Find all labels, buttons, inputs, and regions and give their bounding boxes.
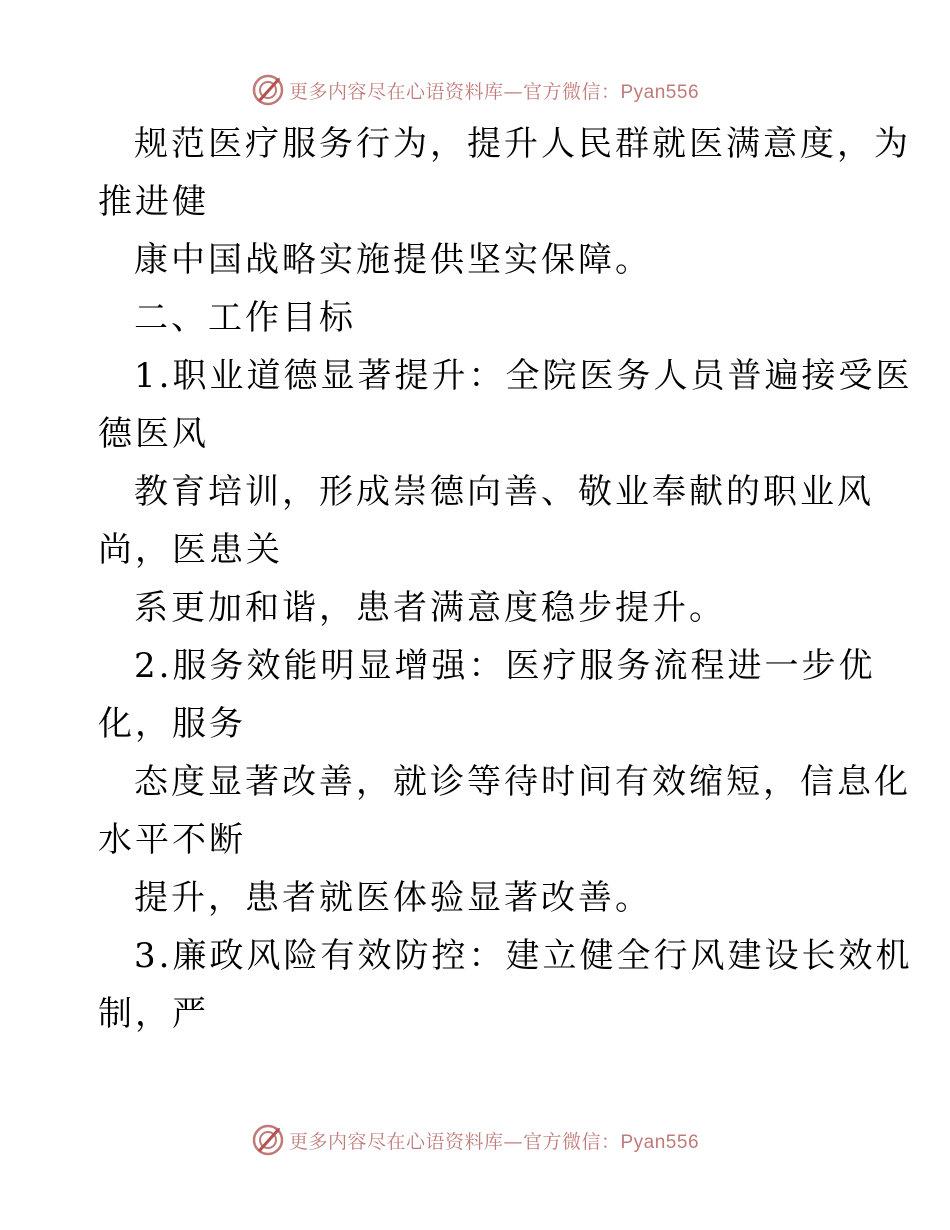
text-line: 二、工作目标 xyxy=(134,298,356,338)
header-watermark xyxy=(0,70,950,110)
text-line: 系更加和谐，患者满意度稳步提升。 xyxy=(134,588,726,628)
brand-logo-icon xyxy=(251,1123,285,1157)
text-line: 2.服务效能明显增强：医疗服务流程进一步优 xyxy=(134,646,876,686)
document-body xyxy=(98,115,913,1043)
text-line: 态度显著改善，就诊等待时间有效缩短，信息化 xyxy=(134,762,911,802)
text-line: 教育培训，形成崇德向善、敬业奉献的职业风 xyxy=(134,472,874,512)
watermark-label: 更多内容尽在心语资料库—官方微信： xyxy=(288,80,621,103)
text-line: 规范医疗服务行为，提升人民群就医满意度，为 xyxy=(134,124,911,164)
text-line: 德医风 xyxy=(98,414,209,454)
footer-watermark xyxy=(0,1120,950,1160)
text-line: 化，服务 xyxy=(98,704,246,744)
text-line: 尚，医患关 xyxy=(98,530,283,570)
watermark-text xyxy=(289,1127,699,1154)
brand-logo-icon xyxy=(251,73,285,107)
watermark-label: 更多内容尽在心语资料库—官方微信： xyxy=(288,1130,621,1153)
text-line: 制，严 xyxy=(98,994,209,1034)
text-line: 提升，患者就医体验显著改善。 xyxy=(134,878,652,918)
text-line: 1.职业道德显著提升：全院医务人员普遍接受医 xyxy=(134,356,913,396)
text-line: 水平不断 xyxy=(98,820,246,860)
text-line: 康中国战略实施提供坚实保障。 xyxy=(134,240,652,280)
watermark-wechat-id: Pyan556 xyxy=(620,81,700,103)
text-line: 推进健 xyxy=(98,182,209,222)
watermark-text xyxy=(289,77,699,104)
watermark-wechat-id: Pyan556 xyxy=(620,1131,700,1153)
text-line: 3.廉政风险有效防控：建立健全行风建设长效机 xyxy=(134,936,913,976)
